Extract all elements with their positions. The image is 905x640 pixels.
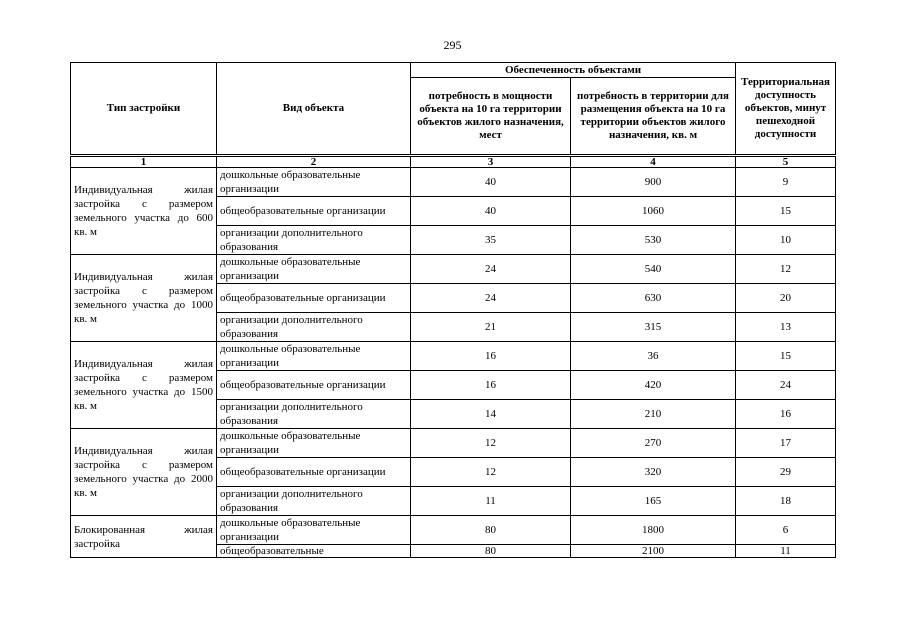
column-number: 1: [71, 156, 217, 168]
area-cell: 270: [571, 429, 736, 458]
object-cell: дошкольные образовательные организации: [217, 255, 411, 284]
header-provision-group: Обеспеченность объектами: [411, 63, 736, 78]
header-area: потребность в территории для размещения объекта на 10 га территории объектов жилого назначения, кв. м: [571, 78, 736, 156]
access-cell: 10: [736, 226, 836, 255]
capacity-cell: 40: [411, 197, 571, 226]
access-cell: 11: [736, 545, 836, 558]
area-cell: 420: [571, 371, 736, 400]
object-cell: организации дополнительного образования: [217, 487, 411, 516]
area-cell: 36: [571, 342, 736, 371]
object-cell: дошкольные образовательные организации: [217, 429, 411, 458]
object-cell: дошкольные образовательные организации: [217, 342, 411, 371]
access-cell: 17: [736, 429, 836, 458]
capacity-cell: 11: [411, 487, 571, 516]
capacity-cell: 80: [411, 516, 571, 545]
table-row: [71, 429, 836, 458]
object-cell: общеобразовательные организации: [217, 458, 411, 487]
access-cell: 16: [736, 400, 836, 429]
capacity-cell: 16: [411, 371, 571, 400]
access-cell: 24: [736, 371, 836, 400]
header-capacity: потребность в мощности объекта на 10 га территории объектов жилого назначения, мест: [411, 78, 571, 156]
table-row: [71, 168, 836, 197]
building-type-cell: Индивидуальная жилая застройка с размером земельного участка до 600 кв. м: [71, 168, 217, 255]
access-cell: 29: [736, 458, 836, 487]
access-cell: 15: [736, 197, 836, 226]
access-cell: 18: [736, 487, 836, 516]
area-cell: 530: [571, 226, 736, 255]
norms-table: [70, 62, 836, 558]
column-number: 4: [571, 156, 736, 168]
area-cell: 630: [571, 284, 736, 313]
area-cell: 540: [571, 255, 736, 284]
capacity-cell: 21: [411, 313, 571, 342]
header-object-kind: Вид объекта: [217, 63, 411, 156]
area-cell: 2100: [571, 545, 736, 558]
capacity-cell: 40: [411, 168, 571, 197]
access-cell: 12: [736, 255, 836, 284]
object-cell: дошкольные образовательные организации: [217, 516, 411, 545]
area-cell: 315: [571, 313, 736, 342]
capacity-cell: 14: [411, 400, 571, 429]
object-cell: организации дополнительного образования: [217, 313, 411, 342]
object-cell: общеобразовательные организации: [217, 284, 411, 313]
table-row: [71, 516, 836, 545]
capacity-cell: 80: [411, 545, 571, 558]
column-numbers-row: [71, 156, 836, 168]
building-type-cell: Блокированная жилая застройка: [71, 516, 217, 558]
column-number: 5: [736, 156, 836, 168]
object-cell: дошкольные образовательные организации: [217, 168, 411, 197]
capacity-cell: 16: [411, 342, 571, 371]
building-type-cell: Индивидуальная жилая застройка с размером земельного участка до 1000 кв. м: [71, 255, 217, 342]
access-cell: 6: [736, 516, 836, 545]
capacity-cell: 24: [411, 284, 571, 313]
column-number: 3: [411, 156, 571, 168]
access-cell: 15: [736, 342, 836, 371]
area-cell: 900: [571, 168, 736, 197]
object-cell: общеобразовательные: [217, 545, 411, 558]
header-building-type: Тип застройки: [71, 63, 217, 156]
building-type-cell: Индивидуальная жилая застройка с размером земельного участка до 1500 кв. м: [71, 342, 217, 429]
capacity-cell: 35: [411, 226, 571, 255]
column-number: 2: [217, 156, 411, 168]
access-cell: 9: [736, 168, 836, 197]
access-cell: 13: [736, 313, 836, 342]
object-cell: общеобразовательные организации: [217, 371, 411, 400]
page-number: 295: [443, 38, 462, 52]
building-type-cell: Индивидуальная жилая застройка с размером земельного участка до 2000 кв. м: [71, 429, 217, 516]
object-cell: организации дополнительного образования: [217, 400, 411, 429]
area-cell: 210: [571, 400, 736, 429]
header-accessibility: Территориальная доступность объектов, минут пешеходной доступности: [736, 63, 836, 156]
object-cell: организации дополнительного образования: [217, 226, 411, 255]
table-row: [71, 342, 836, 371]
area-cell: 320: [571, 458, 736, 487]
area-cell: 165: [571, 487, 736, 516]
capacity-cell: 24: [411, 255, 571, 284]
area-cell: 1800: [571, 516, 736, 545]
area-cell: 1060: [571, 197, 736, 226]
access-cell: 20: [736, 284, 836, 313]
capacity-cell: 12: [411, 429, 571, 458]
capacity-cell: 12: [411, 458, 571, 487]
table-row: [71, 255, 836, 284]
object-cell: общеобразовательные организации: [217, 197, 411, 226]
